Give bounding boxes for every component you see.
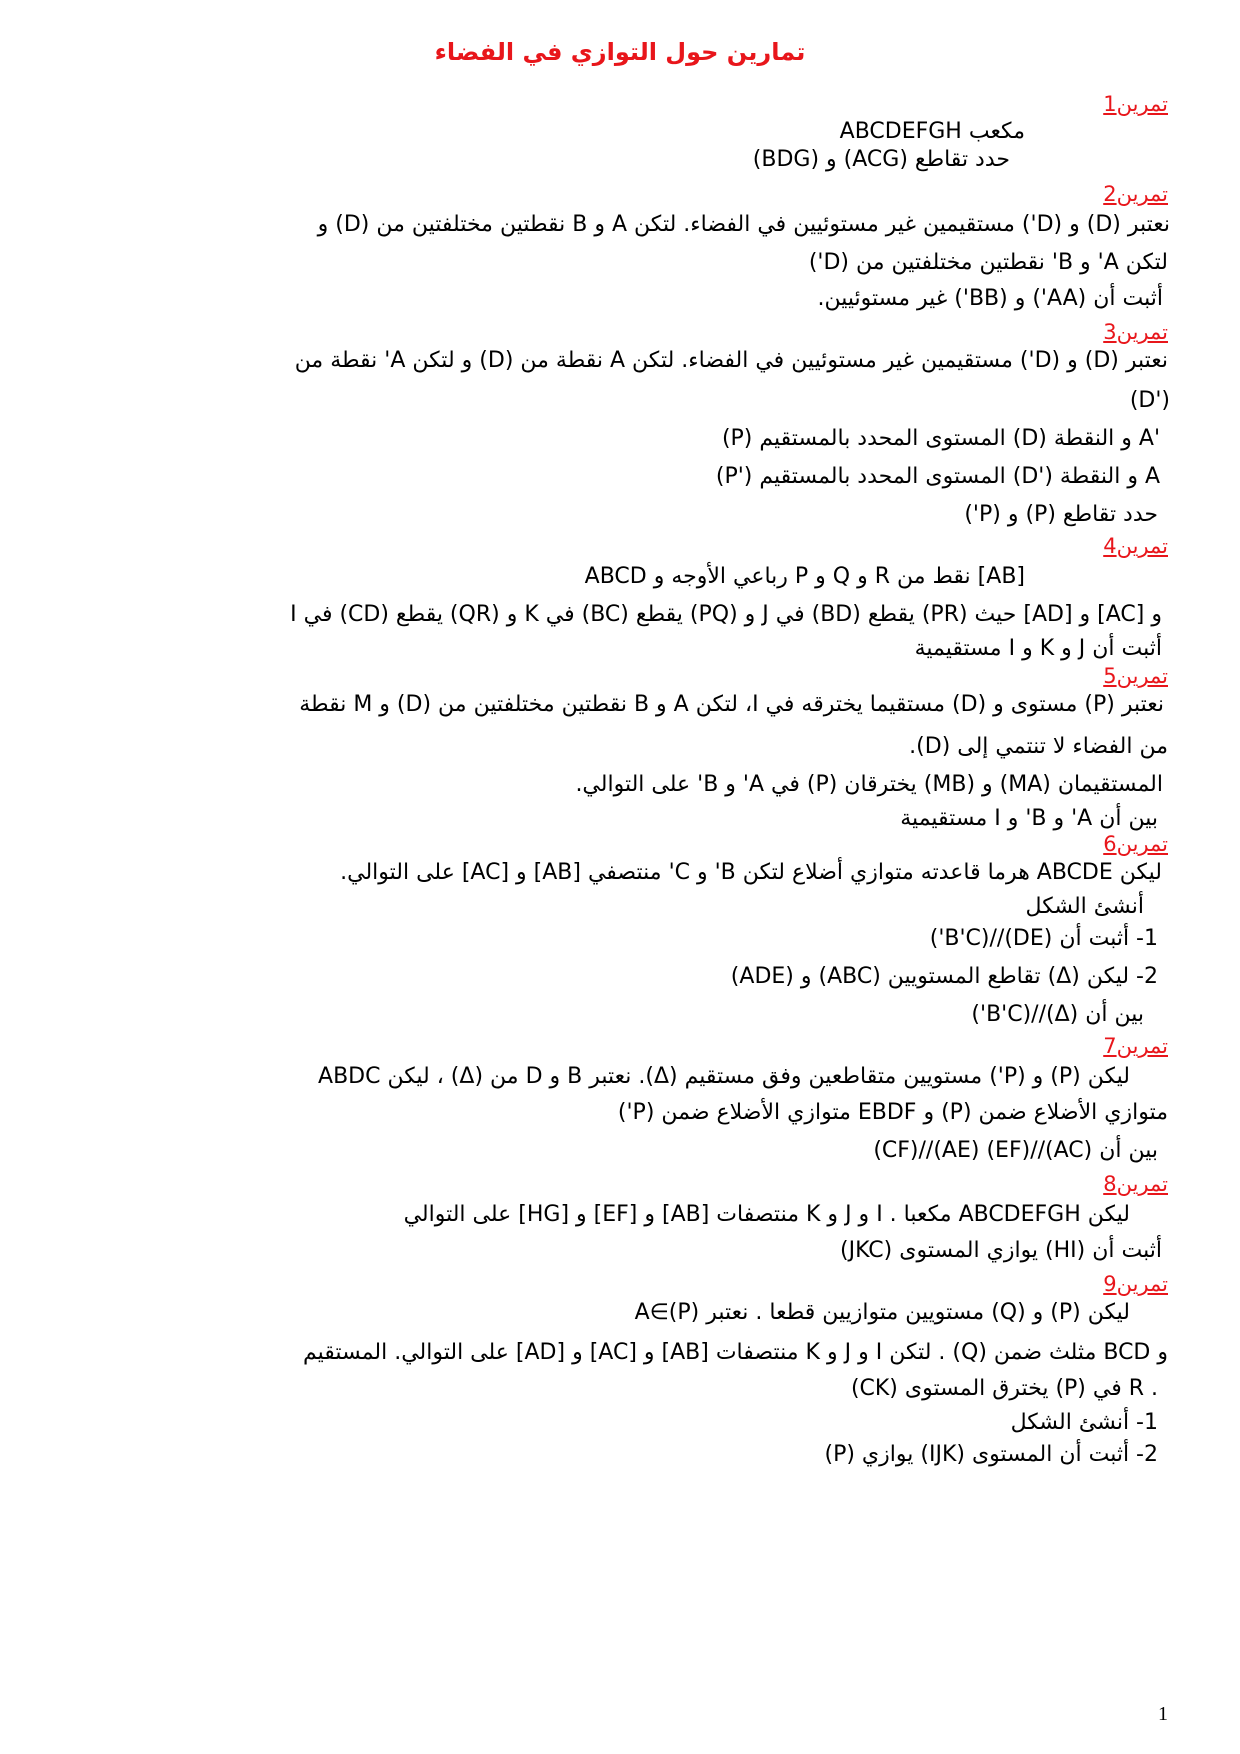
exercise-9-line-5: 2- أثبت أن المستوى (IJK) يوازي (P): [824, 1442, 1158, 1467]
exercise-5-line-4: بين أن A' و B' و I مستقيمية: [900, 806, 1158, 831]
exercise-2-line-1: نعتبر (D) و (D') مستقيمين غير مستوئيين في الفضاء. لتكن A و B نقطتين مختلفتين من (D) و: [317, 212, 1170, 237]
exercise-8-line-2: أثبت أن (HI) يوازي المستوى (JKC): [839, 1238, 1162, 1263]
exercise-9-line-1: ليكن (P) و (Q) مستويين متوازيين قطعا . نعتبر A∈(P): [634, 1300, 1130, 1325]
exercise-heading-8: تمرين8: [1103, 1172, 1168, 1196]
exercise-6-line-1: ليكن ABCDE هرما قاعدته متوازي أضلاع لتكن B' و C' منتصفي [AB] و [AC] على التوالي.: [340, 860, 1162, 885]
exercise-2-line-2: لتكن A' و B' نقطتين مختلفتين من (D'): [808, 250, 1168, 275]
exercise-heading-6: تمرين6: [1103, 832, 1168, 856]
exercise-7-line-1: ليكن (P) و (P') مستويين متقاطعين وفق مستقيم (Δ). نعتبر B و D من (Δ) ، ليكن ABDC: [318, 1064, 1130, 1089]
exercise-3-line-4: (P') المستوى المحدد بالمستقيم (D') و النقطة A: [715, 464, 1160, 489]
exercise-heading-3: تمرين3: [1103, 320, 1168, 344]
exercise-heading-9: تمرين9: [1103, 1272, 1168, 1296]
exercise-4-line-1: ABCD رباعي الأوجه و P و Q و R نقط من [AB]: [584, 564, 1025, 589]
exercise-7-line-3: بين أن (AC)//(EF) (AE)//(CF): [873, 1138, 1158, 1163]
exercise-5-line-3: المستقيمان (MA) و (MB) يخترقان (P) في A' و B' على التوالي.: [575, 772, 1163, 797]
exercise-5-line-2: من الفضاء لا تنتمي إلى (D).: [909, 734, 1168, 759]
exercise-3-line-3: (P) المستوى المحدد بالمستقيم (D) و النقطة A': [721, 426, 1160, 451]
exercise-heading-4: تمرين4: [1103, 534, 1168, 558]
exercise-heading-7: تمرين7: [1103, 1034, 1168, 1058]
exercise-8-line-1: ليكن ABCDEFGH مكعبا . I و J و K منتصفات [AB] و [EF] و [HG] على التوالي: [403, 1202, 1130, 1227]
exercise-9-line-4: 1- أنشئ الشكل: [1010, 1410, 1158, 1435]
exercise-3-line-1: نعتبر (D) و (D') مستقيمين غير مستوئيين في الفضاء. لتكن A نقطة من (D) و لتكن A' نقطة من: [294, 348, 1168, 373]
exercise-1-line-2: حدد تقاطع (ACG) و (BDG): [752, 147, 1010, 172]
exercise-4-line-2: و [AC] و [AD] حيث (PR) يقطع (BD) في J و (PQ) يقطع (BC) في K و (QR) يقطع (CD) في I: [290, 602, 1162, 627]
exercise-7-line-2: متوازي الأضلاع ضمن (P) و EBDF متوازي الأضلاع ضمن (P'): [617, 1100, 1168, 1125]
exercise-6-line-2: أنشئ الشكل: [1025, 894, 1144, 919]
page-title: تمارين حول التوازي في الفضاء: [434, 38, 806, 66]
exercise-heading-1: تمرين1: [1103, 92, 1168, 116]
exercise-9-line-2: و BCD مثلث ضمن (Q) . لتكن I و J و K منتصفات [AB] و [AC] و [AD] على التوالي. المستقيم: [303, 1340, 1168, 1365]
exercise-heading-5: تمرين5: [1103, 664, 1168, 688]
exercise-6-line-4: 2- ليكن (Δ) تقاطع المستويين (ABC) و (ADE): [730, 964, 1158, 989]
exercise-heading-2: تمرين2: [1103, 182, 1168, 206]
exercise-6-line-3: 1- أثبت أن (DE)//(B'C'): [929, 926, 1158, 951]
exercise-1-line-1: ABCDEFGH مكعب: [839, 119, 1025, 144]
exercise-5-line-1: نعتبر (P) مستوى و (D) مستقيما يخترقه في I، لتكن A و B نقطتين مختلفتين من (D) و M نقطة: [299, 692, 1164, 717]
exercise-9-line-3: (CK) يخترق المستوى (P) في R .: [850, 1376, 1158, 1401]
exercise-6-line-5: بين أن (Δ)//(B'C'): [971, 1002, 1144, 1027]
exercise-2-line-3: أثبت أن (AA') و (BB') غير مستوئيين.: [817, 286, 1163, 311]
exercise-4-line-3: أثبت أن J و K و I مستقيمية: [914, 636, 1162, 661]
page-number: 1: [1158, 1703, 1168, 1725]
exercise-3-line-5: حدد تقاطع (P) و (P'): [964, 502, 1158, 527]
exercise-3-line-2: (D'): [1129, 388, 1170, 413]
